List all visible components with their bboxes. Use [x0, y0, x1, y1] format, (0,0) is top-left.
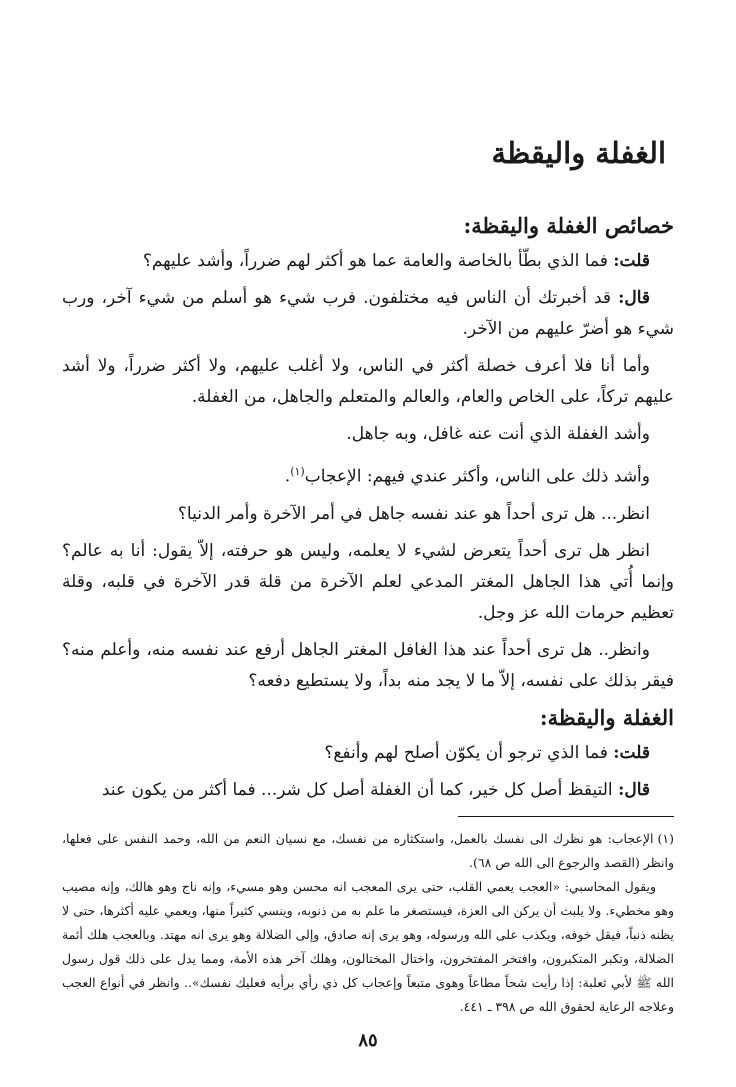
paragraph-text: وأشد الغفلة الذي أنت عنه غافل، وبه جاهل. [346, 424, 650, 445]
paragraph-ijab [62, 456, 674, 493]
section-title-1: خصائص الغفلة واليقظة: [463, 212, 674, 238]
speaker-label: قال: [618, 288, 650, 309]
footnote-1 [62, 827, 674, 875]
paragraph-text: وانظر.. هل ترى أحداً عند هذا الغافل المغتر الجاهل أرفع عند نفسه منه، وأعلم منه؟ فيقر بذلك على نفسه، إلاّ ما لا يجد منه بداً، ولا يستطيع دفعه؟ [62, 639, 674, 691]
footnotes [62, 827, 674, 1019]
footnote-mark: (١) [657, 831, 674, 847]
paragraph-qult-1 [62, 246, 674, 277]
footnote-text: الإعجاب: هو نظرك الى نفسك بالعمل، واستكثاره من نفسك، مع نسيان النعم من الله، وحمد النفس على فعلها، وانظر (القصد والرجوع الى الله ص ٦٨). [62, 831, 674, 871]
paragraph-qal-1 [62, 283, 674, 345]
speaker-label: قال: [618, 780, 650, 801]
paragraph-tail: . [284, 466, 291, 487]
paragraph-text: التيقظ أصل كل خير، كما أن الغفلة أصل كل شر... فما أكثر من يكون عند [101, 780, 619, 801]
paragraph-text: وأشد ذلك على الناس، وأكثر عندي فيهم: الإعجاب [304, 466, 650, 487]
section-title-2: الغفلة واليقظة: [539, 704, 674, 730]
paragraph-ghafla [62, 351, 674, 413]
paragraph-unzur-2 [62, 536, 674, 629]
paragraph-text: انظر هل ترى أحداً يتعرض لشيء لا يعلمه، وليس هو حرفته، إلاّ يقول: أنا به عالم؟ وإنما أُتي هذا الجاهل المغتر المدعي لعلم الآخرة من قلة قدر الآخرة في قلبه، وقلة تعظيم حرمات الله عز وجل. [62, 540, 674, 623]
page-number: ٨٥ [358, 1030, 378, 1051]
speaker-label: قلت: [613, 743, 650, 764]
footnote-reference: (١) [290, 465, 305, 479]
paragraph-text: وأما أنا فلا أعرف خصلة أكثر في الناس، ولا أغلب عليهم، ولا أكثر ضرراً، ولا أشد عليهم تركاً، على الخاص والعام، والعالم والمتعلم والجاهل، من الغفلة. [62, 356, 674, 408]
paragraph-text: فما الذي بطّأ بالخاصة والعامة عما هو أكثر لهم ضرراً، وأشد عليهم؟ [142, 251, 614, 272]
speaker-label: قلت: [613, 251, 650, 272]
footnote-divider [458, 816, 674, 817]
paragraph-unzur-1 [62, 499, 674, 530]
paragraph-unzur-3 [62, 635, 674, 697]
paragraph-qal-2 [62, 775, 674, 806]
chapter-title: الغفلة واليقظة [491, 136, 666, 170]
paragraph-qult-2 [62, 738, 674, 769]
paragraph-text: قد أخبرتك أن الناس فيه مختلفون. فرب شيء هو أسلم من شيء آخر، ورب شيء هو أضرّ عليهم من الآخر. [62, 288, 674, 340]
paragraph-ashadd [62, 419, 674, 450]
paragraph-text: فما الذي ترجو أن يكوّن أصلح لهم وأنفع؟ [324, 743, 614, 764]
paragraph-text: انظر... هل ترى أحداً هو عند نفسه جاهل في أمر الآخرة وأمر الدنيا؟ [177, 503, 650, 524]
footnote-1-continuation: ويقول المحاسبي: «العجب يعمي القلب، حتى يرى المعجب انه محسن وهو مسيء، وإنه ناج وهو هالك، وإنه مصيب وهو مخطيء. ولا يلبث أن يركن الى العزة، فيستصغر ما علم به من ذنوبه، وينسي كثيراً منها، ويعمي عليه أكثرها، حتى لا يظنه ذنباً، فيقل خوفه، ويكذب على الله ورسوله، وهو يرى إنه صادق، وإلى الضلالة وهو يرى انه مهتد. وبالعجب هلك أئمة الضلالة، وتكبر المتكبرون، وافتخر المفتخرون، واختال المختالون، وهلك آخر هذه الأمة، ومما يدل على ذلك قول رسول الله ﷺ لأبي ثعلبة: إذا رأيت شحاً مطاعاً وهوى متبعاً وإعجاب كل ذي رأي برأيه فعليك نفسك».. وانظر في أنواع العجب وعلاجه الرعاية لحقوق الله ص ٣٩٨ ـ ٤٤١. [62, 879, 674, 1015]
